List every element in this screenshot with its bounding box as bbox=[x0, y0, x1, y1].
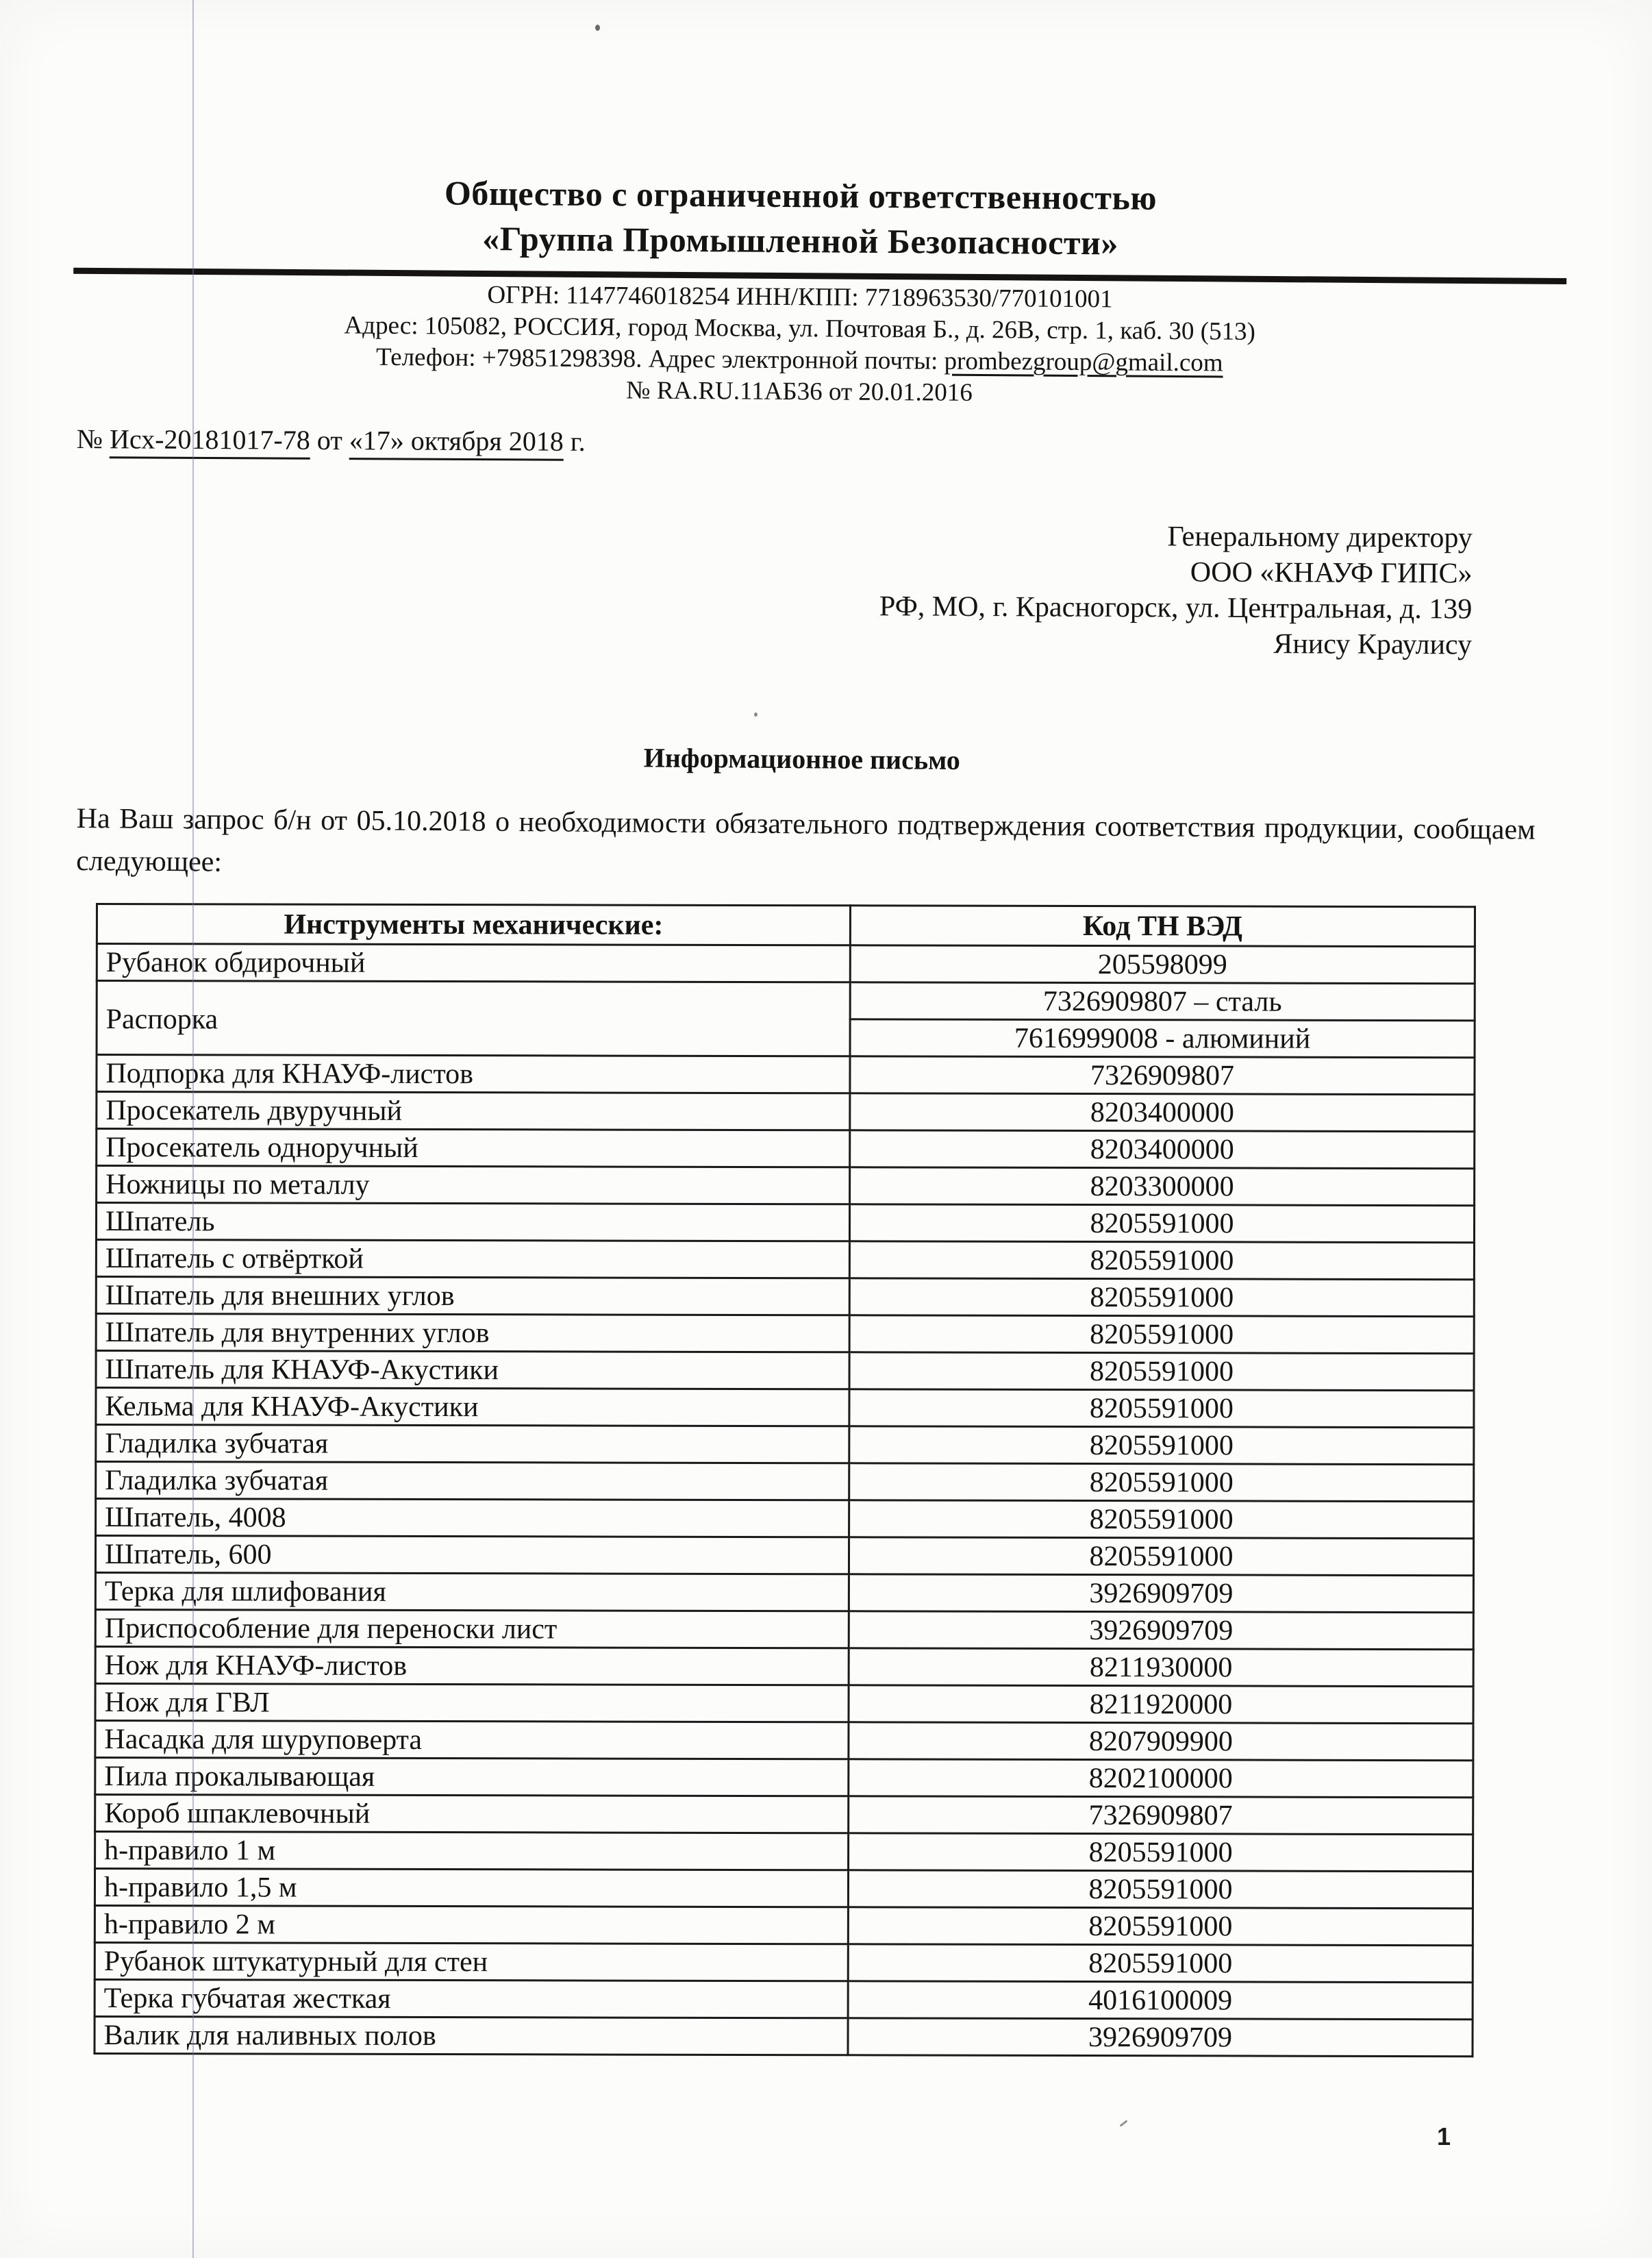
item-name-cell: Терка губчатая жесткая bbox=[95, 1979, 848, 2018]
item-name-cell: Шпатель, 4008 bbox=[96, 1499, 849, 1537]
tnved-code-cell: 8205591000 bbox=[849, 1537, 1473, 1576]
tnved-code-cell: 8205591000 bbox=[849, 1278, 1474, 1317]
table-row bbox=[95, 1684, 1473, 1724]
tnved-code-cell: 3926909709 bbox=[849, 1574, 1473, 1613]
item-name-cell: Подпорка для КНАУФ-листов bbox=[97, 1055, 850, 1093]
certificate-line: № RA.RU.11АБ36 от 20.01.2016 bbox=[626, 376, 973, 407]
tnved-code-cell: 8205591000 bbox=[849, 1389, 1474, 1428]
table-row bbox=[95, 1573, 1473, 1613]
item-name-cell: Шпатель для КНАУФ-Акустики bbox=[96, 1351, 849, 1389]
tnved-code-cell: 8211930000 bbox=[849, 1648, 1473, 1687]
ref-prefix: № bbox=[76, 423, 110, 455]
table-row bbox=[95, 1536, 1473, 1576]
org-name-line1: Общество с ограниченной ответственностью bbox=[444, 173, 1157, 217]
page-number: 1 bbox=[1437, 2122, 1451, 2150]
tnved-code-cell: 4016100009 bbox=[848, 1981, 1473, 2020]
tnved-code-cell: 8205591000 bbox=[848, 1944, 1473, 1983]
item-name-cell: Ножницы по металлу bbox=[97, 1166, 850, 1204]
table-row bbox=[95, 1758, 1473, 1798]
body-paragraph: На Ваш запрос б/н от 05.10.2018 о необходимости обязательного подтверждения соответствия продукции, сообщаем следующее: bbox=[76, 802, 1536, 878]
phone-text: Телефон: +79851298398. Адрес электронной почты: bbox=[375, 343, 944, 375]
item-name-cell: Пила прокалывающая bbox=[95, 1758, 849, 1796]
ref-suffix: г. bbox=[563, 425, 586, 457]
ink-speck bbox=[754, 712, 758, 717]
item-name-cell: Гладилка зубчатая bbox=[96, 1462, 849, 1500]
table-row bbox=[95, 1942, 1473, 1982]
item-name-cell: Шпатель с отвёрткой bbox=[96, 1240, 849, 1278]
item-name-cell: h-правило 1 м bbox=[95, 1832, 849, 1870]
tnved-code-cell: 8203400000 bbox=[850, 1130, 1475, 1169]
letterhead bbox=[0, 0, 1604, 413]
item-name-cell: Нож для ГВЛ bbox=[95, 1684, 849, 1722]
tnved-code-cell: 8202100000 bbox=[849, 1759, 1473, 1798]
item-name-cell: Распорка bbox=[97, 981, 850, 1056]
table-row bbox=[95, 1610, 1473, 1650]
products-table-body bbox=[95, 944, 1475, 2057]
item-name-cell: Валик для наливных полов bbox=[95, 2016, 848, 2055]
tnved-code-cell: 8205591000 bbox=[849, 1426, 1474, 1465]
org-name-line2: «Группа Промышленной Безопасности» bbox=[482, 219, 1119, 262]
table-row bbox=[96, 1462, 1474, 1502]
table-row bbox=[96, 1351, 1474, 1391]
table-row bbox=[96, 1277, 1474, 1317]
table-row bbox=[96, 1314, 1474, 1354]
table-row bbox=[95, 1721, 1473, 1761]
address-line: Адрес: 105082, РОССИЯ, город Москва, ул. Почтовая Б., д. 26В, стр. 1, каб. 30 (513) bbox=[344, 311, 1256, 346]
item-name-cell: Просекатель двуручный bbox=[97, 1092, 850, 1130]
tnved-code-cell: 8205591000 bbox=[849, 1500, 1474, 1539]
table-row bbox=[96, 1388, 1474, 1428]
tnved-code-cell: 8205591000 bbox=[849, 1833, 1473, 1872]
email-text: prombezgroup@gmail.com bbox=[944, 347, 1223, 377]
tnved-code-cell: 8203300000 bbox=[850, 1167, 1475, 1206]
item-name-cell: h-правило 1,5 м bbox=[95, 1869, 848, 1907]
item-name-cell: Нож для КНАУФ-листов bbox=[95, 1647, 849, 1685]
ref-number: Исх-20181017-78 bbox=[110, 423, 310, 460]
table-row bbox=[95, 2016, 1473, 2056]
tnved-code-cell: 3926909709 bbox=[848, 2018, 1473, 2057]
tnved-code-cell: 3926909709 bbox=[849, 1611, 1473, 1650]
item-name-cell: Шпатель, 600 bbox=[95, 1536, 849, 1574]
letter-subject: Информационное письмо bbox=[643, 742, 960, 776]
tnved-code-cell: 7326909807 bbox=[849, 1796, 1473, 1835]
table-row bbox=[95, 1869, 1473, 1909]
tnved-code-cell: 8205591000 bbox=[849, 1204, 1474, 1243]
tnved-code-cell: 8203400000 bbox=[850, 1093, 1475, 1132]
ink-speck bbox=[595, 25, 600, 31]
item-name-cell: Шпатель для внутренних углов bbox=[96, 1314, 849, 1352]
tnved-code-cell: 8205591000 bbox=[849, 1352, 1474, 1391]
outgoing-reference bbox=[77, 423, 1652, 463]
recipient-address: РФ, МО, г. Красногорск, ул. Центральная, д. 139 bbox=[879, 591, 1473, 625]
column-header-tnved: Код ТН ВЭД bbox=[850, 906, 1475, 947]
recipient-person: Янису Краулису bbox=[1273, 628, 1473, 661]
tnved-code-cell: 8205591000 bbox=[849, 1315, 1474, 1354]
products-table bbox=[93, 903, 1476, 2057]
item-name-cell: Гладилка зубчатая bbox=[96, 1425, 849, 1463]
table-row bbox=[97, 1129, 1475, 1169]
table-row bbox=[95, 1979, 1473, 2019]
recipient-block bbox=[0, 513, 1473, 663]
item-name-cell: Насадка для шуруповерта bbox=[95, 1721, 849, 1759]
table-row bbox=[96, 1499, 1474, 1539]
item-name-cell: Шпатель для внешних углов bbox=[96, 1277, 849, 1315]
item-name-cell: Рубанок штукатурный для стен bbox=[95, 1942, 848, 1981]
item-name-cell: Кельма для КНАУФ-Акустики bbox=[96, 1388, 849, 1426]
table-row bbox=[97, 1092, 1475, 1132]
item-name-cell: Приспособление для переноски лист bbox=[95, 1610, 849, 1648]
tnved-code-cell: 7326909807 bbox=[850, 1056, 1475, 1095]
table-row bbox=[97, 1055, 1475, 1095]
item-name-cell: Терка для шлифования bbox=[95, 1573, 849, 1611]
table-row bbox=[95, 1832, 1473, 1872]
tnved-code-cell: 7616999008 - алюминий bbox=[850, 1019, 1475, 1058]
tnved-code-cell: 8205591000 bbox=[849, 1463, 1474, 1502]
item-name-cell: Шпатель bbox=[96, 1203, 849, 1241]
ink-speck bbox=[1119, 2120, 1127, 2126]
ogrn-inn-line: ОГРН: 1147746018254 ИНН/КПП: 7718963530/770101001 bbox=[487, 280, 1113, 314]
tnved-code-cell: 7326909807 – сталь bbox=[850, 982, 1475, 1021]
column-header-tools: Инструменты механические: bbox=[97, 904, 850, 945]
recipient-title: Генеральному директору bbox=[1167, 521, 1473, 554]
tnved-code-cell: 205598099 bbox=[850, 945, 1475, 984]
table-row bbox=[96, 1203, 1474, 1243]
tnved-code-cell: 8205591000 bbox=[848, 1907, 1473, 1946]
table-row bbox=[96, 1425, 1474, 1465]
table-row bbox=[95, 1906, 1473, 1946]
table-row bbox=[97, 981, 1475, 1021]
ref-date: «17» октября 2018 bbox=[349, 425, 564, 461]
tnved-code-cell: 8207909900 bbox=[849, 1722, 1473, 1761]
tnved-code-cell: 8205591000 bbox=[848, 1870, 1473, 1909]
table-row bbox=[96, 1240, 1474, 1280]
ref-conjunction: от bbox=[310, 424, 349, 456]
table-row bbox=[95, 1795, 1473, 1835]
tnved-code-cell: 8205591000 bbox=[849, 1241, 1474, 1280]
table-header-row bbox=[97, 904, 1475, 947]
table-row bbox=[97, 944, 1475, 984]
item-name-cell: Просекатель одноручный bbox=[97, 1129, 850, 1167]
recipient-company: ООО «КНАУФ ГИПС» bbox=[1190, 556, 1473, 590]
tnved-code-cell: 8211920000 bbox=[849, 1685, 1473, 1724]
table-row bbox=[97, 1166, 1475, 1206]
table-row bbox=[95, 1647, 1473, 1687]
item-name-cell: Короб шпаклевочный bbox=[95, 1795, 849, 1833]
item-name-cell: h-правило 2 м bbox=[95, 1906, 848, 1944]
item-name-cell: Рубанок обдирочный bbox=[97, 944, 850, 982]
